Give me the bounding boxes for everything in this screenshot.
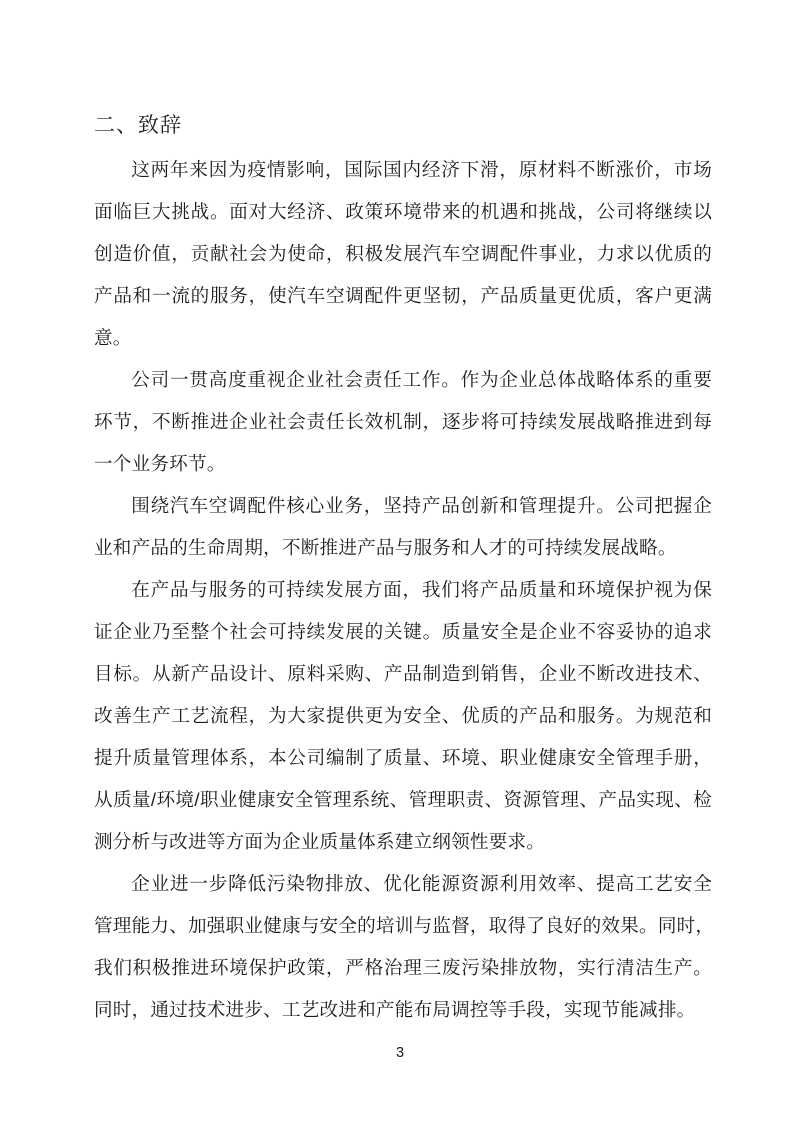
- text-line: 意。: [94, 327, 132, 348]
- text-line: 我们积极推进环境保护政策，严格治理三废污染排放物，实行清洁生产。: [94, 957, 712, 978]
- section-heading: 二、致辞: [94, 114, 182, 137]
- text-line: 公司一贯高度重视企业社会责任工作。作为企业总体战略体系的重要: [131, 369, 712, 390]
- document-body: [94, 149, 715, 1031]
- text-line: 改善生产工艺流程，为大家提供更为安全、优质的产品和服务。为规范和: [94, 705, 712, 726]
- text-line: 证企业乃至整个社会可持续发展的关键。质量安全是企业不容妥协的追求: [94, 621, 712, 642]
- text-line: 产品和一流的服务，使汽车空调配件更坚韧，产品质量更优质，客户更满: [94, 285, 712, 306]
- text-line: 面临巨大挑战。面对大经济、政策环境带来的机遇和挑战，公司将继续以: [94, 201, 712, 222]
- paragraph: [94, 569, 712, 863]
- text-line: 从质量/环境/职业健康安全管理系统、管理职责、资源管理、产品实现、检: [94, 789, 712, 810]
- text-line: 同时，通过技术进步、工艺改进和产能布局调控等手段，实现节能减排。: [94, 999, 696, 1020]
- text-line: 管理能力、加强职业健康与安全的培训与监督，取得了良好的效果。同时，: [94, 915, 715, 936]
- text-line: 目标。从新产品设计、原料采购、产品制造到销售，企业不断改进技术、: [94, 663, 712, 684]
- text-line: 环节，不断推进企业社会责任长效机制，逐步将可持续发展战略推进到每: [94, 411, 712, 432]
- text-line: 在产品与服务的可持续发展方面，我们将产品质量和环境保护视为保: [131, 579, 712, 600]
- paragraph: [94, 485, 712, 569]
- text-line: 提升质量管理体系，本公司编制了质量、环境、职业健康安全管理手册，: [94, 747, 712, 768]
- paragraph: [94, 359, 712, 485]
- text-line: 这两年来因为疫情影响，国际国内经济下滑，原材料不断涨价，市场: [131, 159, 712, 180]
- text-line: 一个业务环节。: [94, 453, 226, 474]
- text-line: 企业进一步降低污染物排放、优化能源资源利用效率、提高工艺安全: [131, 873, 712, 894]
- text-line: 测分析与改进等方面为企业质量体系建立纲领性要求。: [94, 831, 546, 852]
- text-line: 创造价值，贡献社会为使命，积极发展汽车空调配件事业，力求以优质的: [94, 243, 712, 264]
- text-line: 业和产品的生命周期，不断推进产品与服务和人才的可持续发展战略。: [94, 537, 677, 558]
- paragraph: [94, 863, 715, 1031]
- page-number: 3: [395, 1045, 405, 1061]
- text-line: 围绕汽车空调配件核心业务，坚持产品创新和管理提升。公司把握企: [131, 495, 712, 516]
- paragraph: [94, 149, 712, 359]
